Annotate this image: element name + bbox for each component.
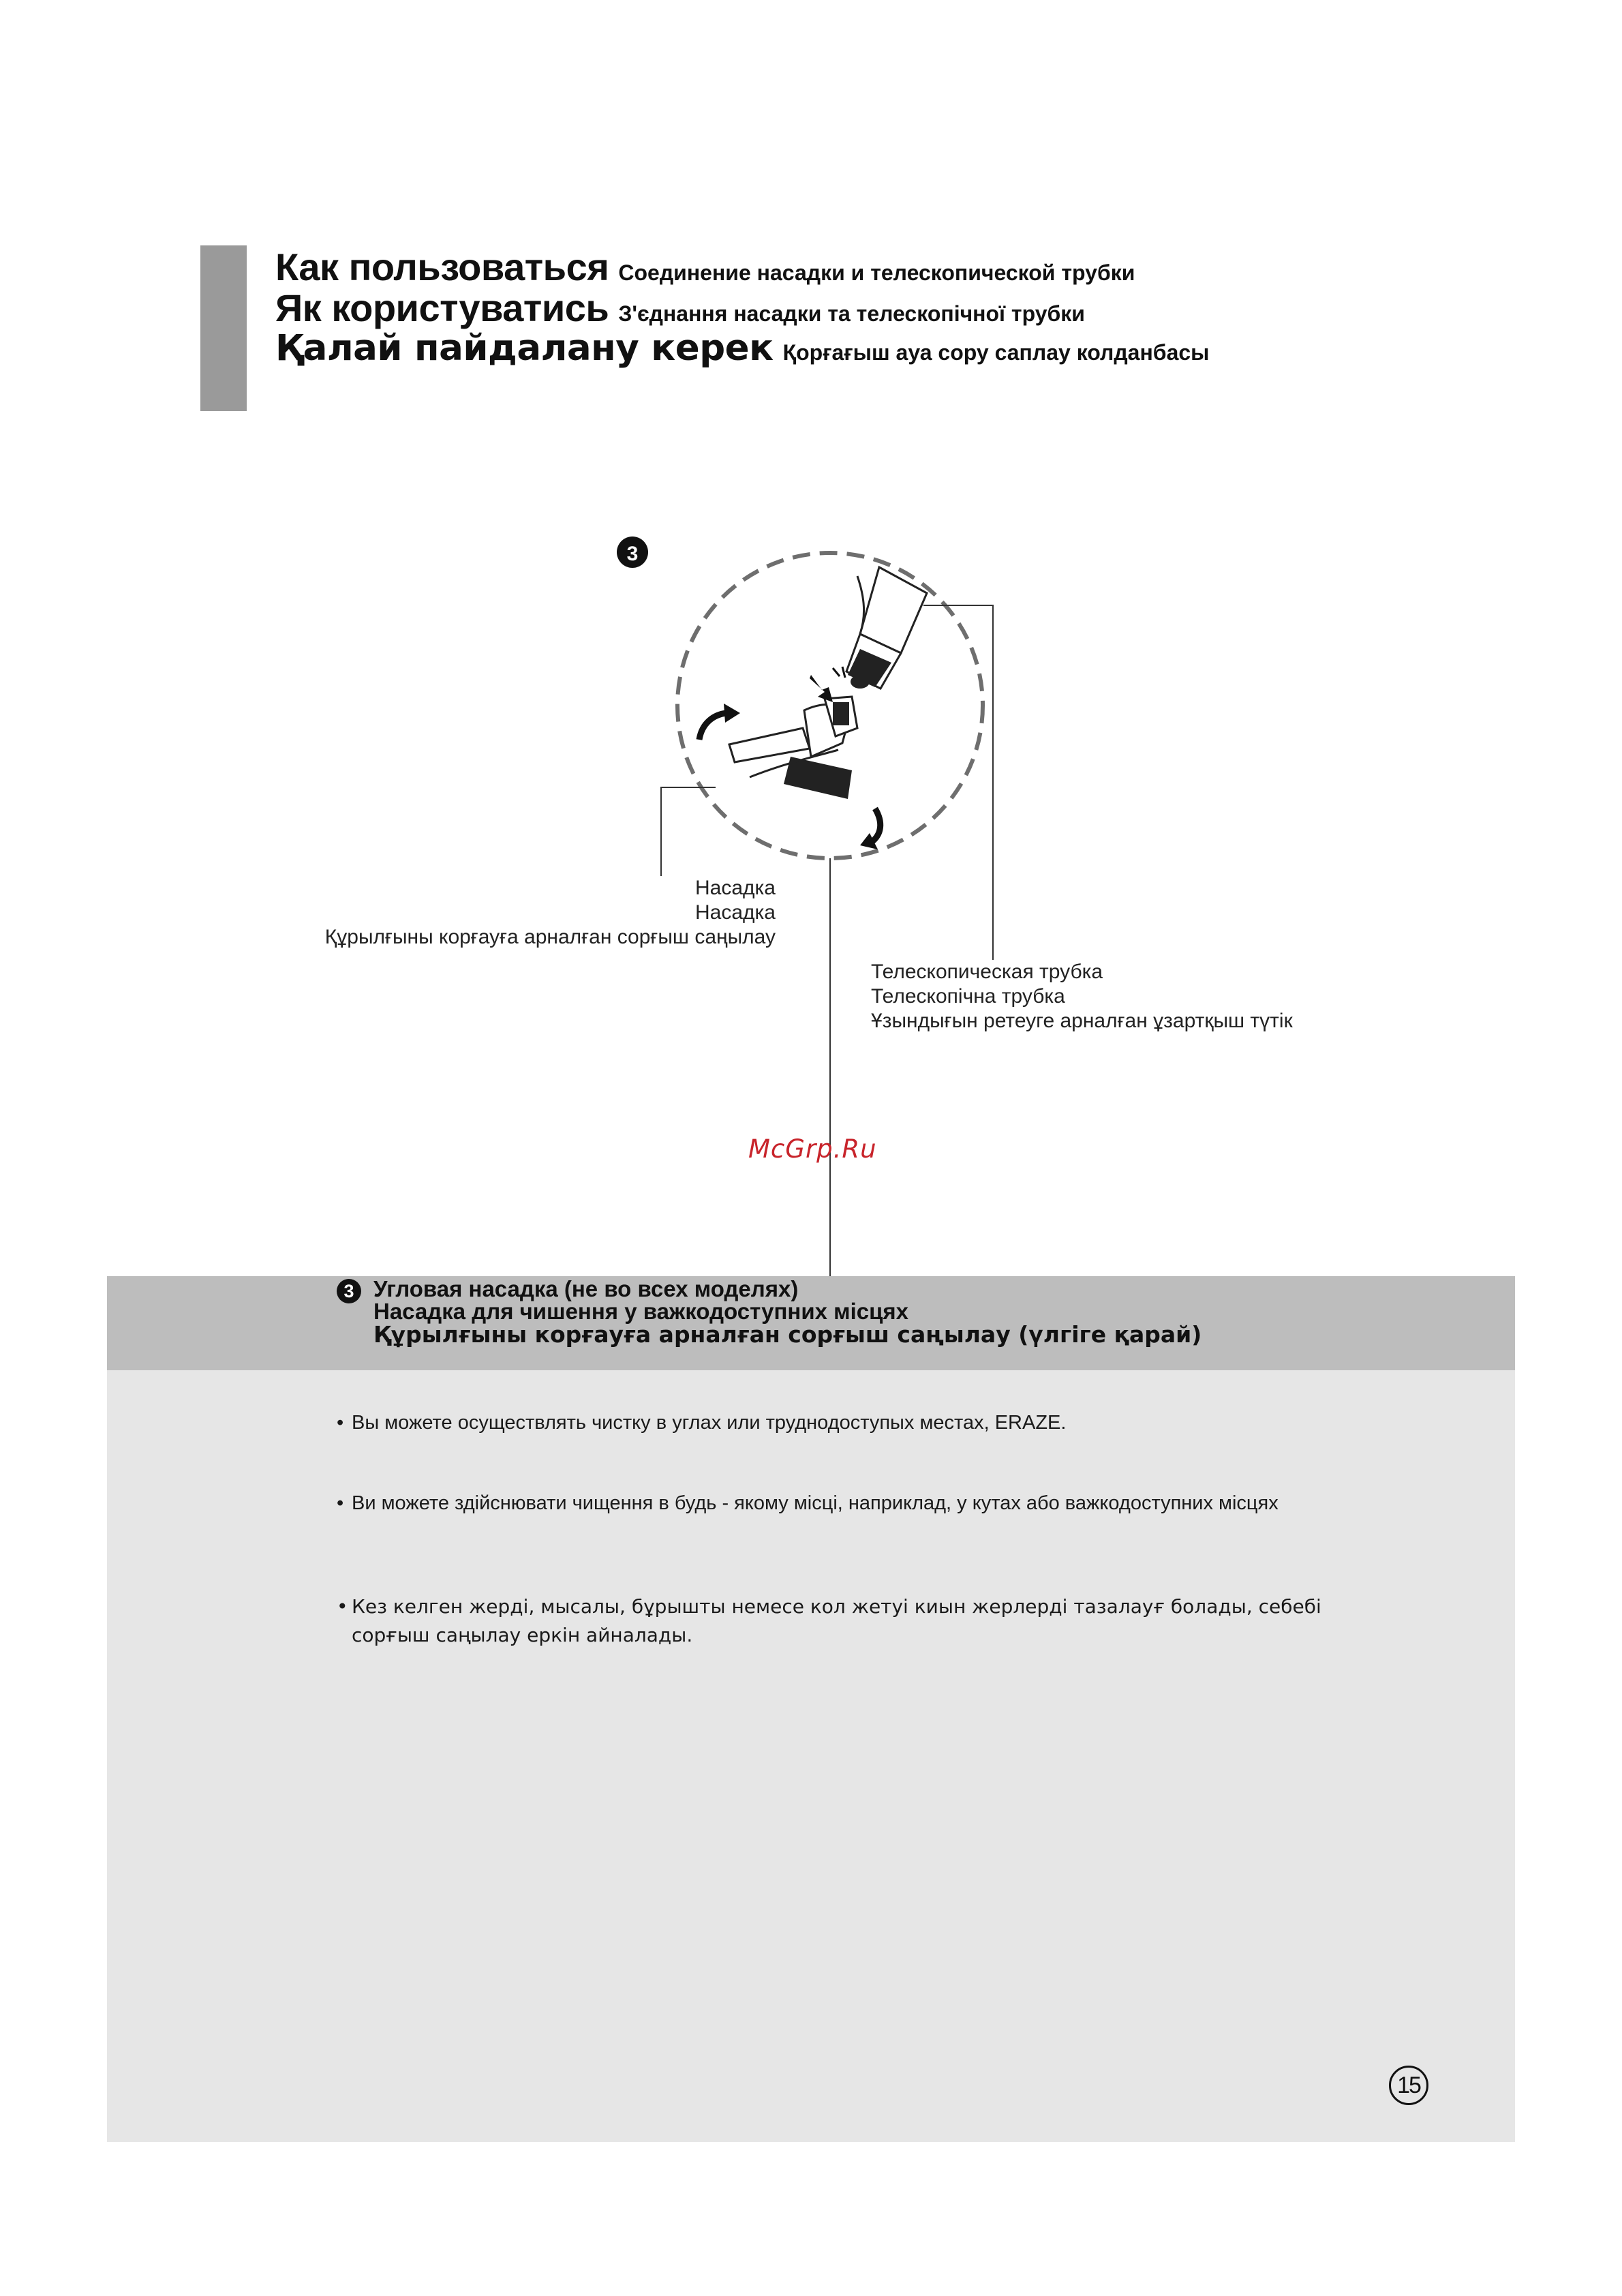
page-number: 15 [1389, 2066, 1428, 2105]
tube-label-ru: Телескопическая трубка [871, 961, 1103, 983]
bullet-dot: • [337, 1595, 348, 1618]
step-3-number: 3 [626, 543, 639, 565]
bullet-text-kz: Кез келген жерді, мысалы, бұрышты немесе кол жетуі киын жерлерді тазалауғ болады, себебі сорғыш саңылау еркін айналады. [352, 1595, 1321, 1646]
heading-subtitle-ua: З'єднання насадки та телескопічної трубки [618, 301, 1085, 326]
rotate-arrow-left-icon [699, 704, 740, 740]
nozzle-drawing [729, 697, 857, 799]
feature-title-kz: Құрылғыны корғауға арналған сорғыш саңылау (үлгіге қарай) [373, 1321, 1202, 1348]
bullet-dot: • [337, 1412, 344, 1434]
tube-labels [871, 960, 1293, 1033]
bullet-kz [337, 1592, 1386, 1650]
heading-subtitle-ru: Соединение насадки и телескопической трубки [618, 260, 1135, 285]
step-3-badge [617, 537, 648, 568]
bullet-text-ua: Ви можете здійснювати чищення в будь - якому місці, наприклад, у кутах або важкодоступних місцях [352, 1492, 1279, 1514]
bullet-dot: • [337, 1492, 344, 1514]
nozzle-label-kz: Құрылғыны корғауға арналған сорғыш саңылау [324, 926, 776, 948]
bullet-text-ru: Вы можете осуществлять чистку в углах или труднодоступых местах, ERAZE. [352, 1412, 1067, 1434]
heading-title-kz: Қалай пайдалану керек [275, 327, 774, 369]
nozzle-label-ua: Насадка [694, 901, 776, 924]
bullet-ua [337, 1490, 1386, 1516]
feature-title-ua: Насадка для чишення у важкодоступних місцях [373, 1299, 908, 1324]
nozzle-leader-line [661, 787, 716, 876]
tube-leader-line [923, 605, 993, 960]
heading-subtitle-kz: Қорғағыш ауа сору саплау колданбасы [782, 340, 1210, 365]
rotate-arrow-right-icon [860, 809, 881, 849]
heading-title-ua: Як користуватись [275, 286, 609, 329]
bullet-ru [337, 1410, 1386, 1436]
nozzle-label-ru: Насадка [694, 877, 776, 899]
heading-title-ru: Как пользоваться [275, 245, 609, 288]
feature-title [337, 1278, 1202, 1347]
tube-label-ua: Телескопічна трубка [871, 985, 1065, 1008]
watermark: McGrp.Ru [748, 1134, 877, 1164]
telescopic-tube-drawing [846, 567, 927, 689]
feature-title-ru: Угловая насадка (не во всех моделях) [373, 1276, 799, 1301]
tube-label-kz: Ұзындығын ретеуге арналған ұзартқыш түтік [871, 1010, 1293, 1032]
feature-number-badge: 3 [337, 1279, 361, 1303]
nozzle-labels [325, 876, 776, 950]
